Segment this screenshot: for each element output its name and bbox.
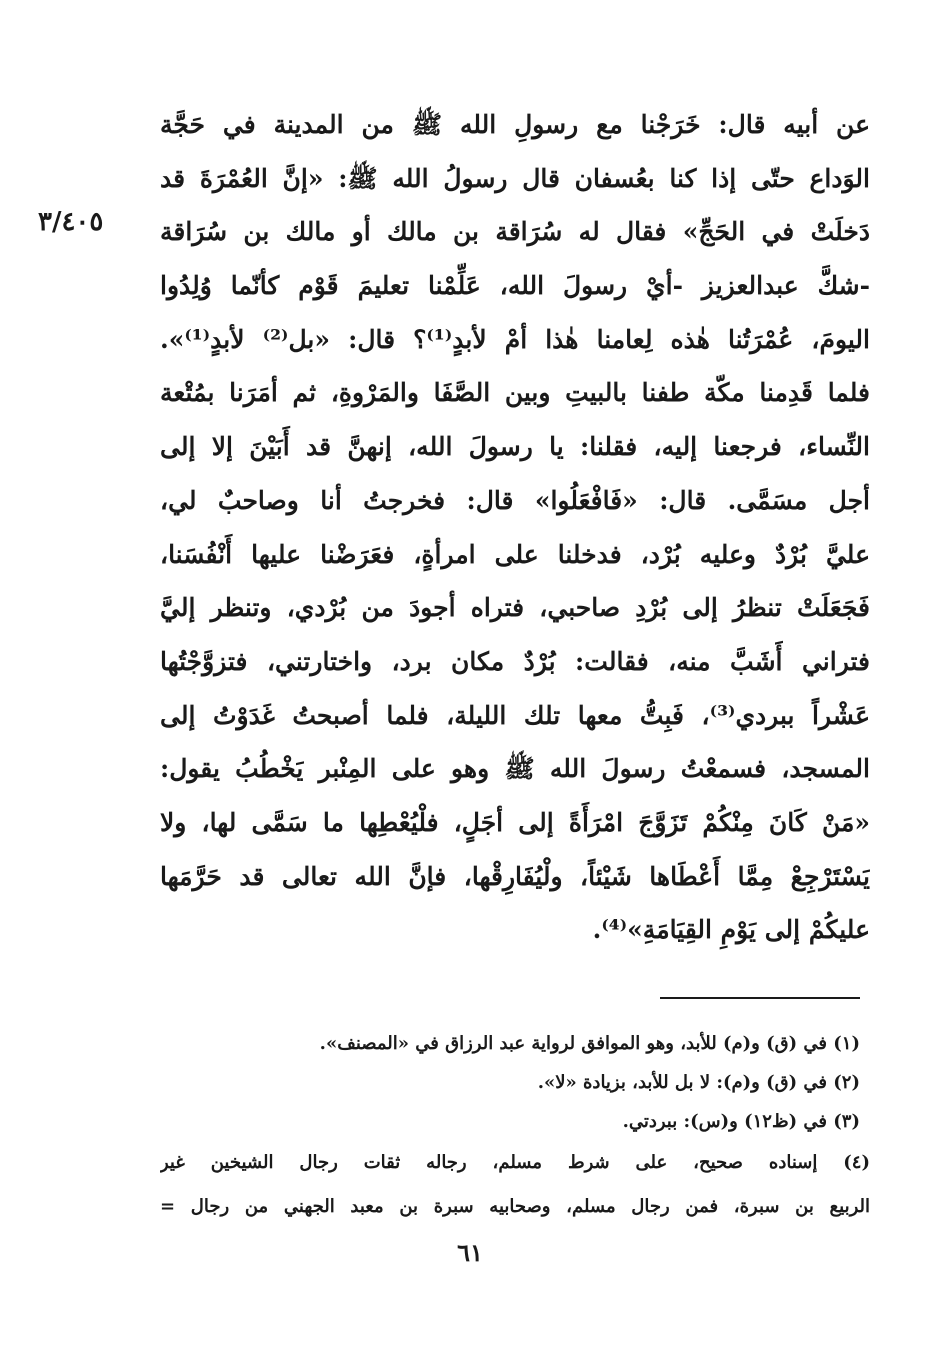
footnote: (٤) إسناده صحيح، على شرط مسلم، رجاله ثقات رجال الشيخين غير xyxy=(160,1152,870,1173)
text-line: فلما قَدِمنا مكّة طفنا بالبيتِ وبين الصَّفَا والمَرْوةِ، ثم أمَرَنا بمُتْعة xyxy=(160,378,870,408)
text-line: فتراني أَشَبَّ منه، فقالت: بُرْدٌ مكان برد، واختارتني، فتزوَّجْتُها xyxy=(160,646,870,676)
footnote-separator xyxy=(660,997,860,999)
text-line: عَشْراً ببردي⁽³⁾، فَبِتُّ معها تلك الليلة، فلما أصبحتُ غَدَوْتُ إلى xyxy=(160,700,870,730)
main-text xyxy=(160,98,870,957)
text-line: دَخلَتْ في الحَجِّ» فقال له سُرَاقة بن مالك أو مالك بن سُرَاقة xyxy=(160,217,870,247)
text-line: عن أبيه قال: خَرَجْنا مع رسولِ الله ﷺ من المدينة في حَجَّة xyxy=(160,110,870,139)
text-line: المسجد، فسمعْتُ رسولَ الله ﷺ وهو على المِنْبر يَخْطُبُ يقول: xyxy=(160,754,870,784)
page-number: ٦١ xyxy=(457,1238,483,1267)
margin-reference: ٣/٤٠٥ xyxy=(38,207,104,237)
text-line: أجل مسَمَّى. قال: «فَافْعَلُوا» قال: فخرجتُ أنا وصاحبٌ لي، xyxy=(160,485,870,515)
text-line: فَجَعَلَتْ تنظرُ إلى بُرْدِ صاحبي، فتراه أجودَ من بُرْدي، وتنظر إليَّ xyxy=(160,593,870,623)
text-line: اليومَ، عُمْرَتُنا هٰذه لِعامنا هٰذا أمْ لأبدٍ⁽¹⁾؟ قال: «بل⁽²⁾ لأبدٍ⁽¹⁾». xyxy=(160,324,870,354)
footnote: (٣) في (ظ١٢) و(س): ببردتي. xyxy=(622,1111,860,1132)
text-line: يَسْتَرْجِعْ مِمَّا أَعْطَاها شَيْئاً، ولْيُفَارِقْها، فإنَّ الله تعالى قد حَرَّمَها xyxy=(160,861,870,891)
text-line: عليَّ بُرْدٌ وعليه بُرْد، فدخلنا على امرأةٍ، فعَرَضْنا عليها أَنْفُسَنا، xyxy=(160,539,870,569)
text-line: «مَنْ كَانَ مِنْكُمْ تَزَوَّجَ امْرَأَةً إلى أجَلٍ، فلْيُعْطِها ما سَمَّى لها، ولا xyxy=(160,807,870,837)
footnotes xyxy=(160,1024,870,1229)
footnote-continuation: الربيع بن سبرة، فمن رجال مسلم، وصحابيه سبرة بن معبد الجهني من رجال = xyxy=(160,1196,870,1217)
footnote: (١) في (ق) و(م) للأبد، وهو الموافق لرواية عبد الرزاق في «المصنف». xyxy=(319,1033,860,1054)
text-line: عليكُمْ إلى يَوْمِ القِيَامَةِ»⁽⁴⁾. xyxy=(592,915,870,945)
text-line: -شكَّ عبدالعزيز -أيْ رسولَ الله، عَلِّمْنا تعليمَ قَوْم كأنّما وُلِدُوا xyxy=(160,271,870,301)
text-line: الوَداع حتّى إذا كنا بعُسفان قال رسولُ الله ﷺ: «إنَّ العُمْرَةَ قد xyxy=(160,163,870,193)
footnote: (٢) في (ق) و(م): لا بل للأبد، بزيادة «لا». xyxy=(537,1072,860,1093)
text-line: النِّساء، فرجعنا إليه، فقلنا: يا رسولَ الله، إنهنَّ قد أَبَيْنَ إلا إلى xyxy=(160,432,870,462)
